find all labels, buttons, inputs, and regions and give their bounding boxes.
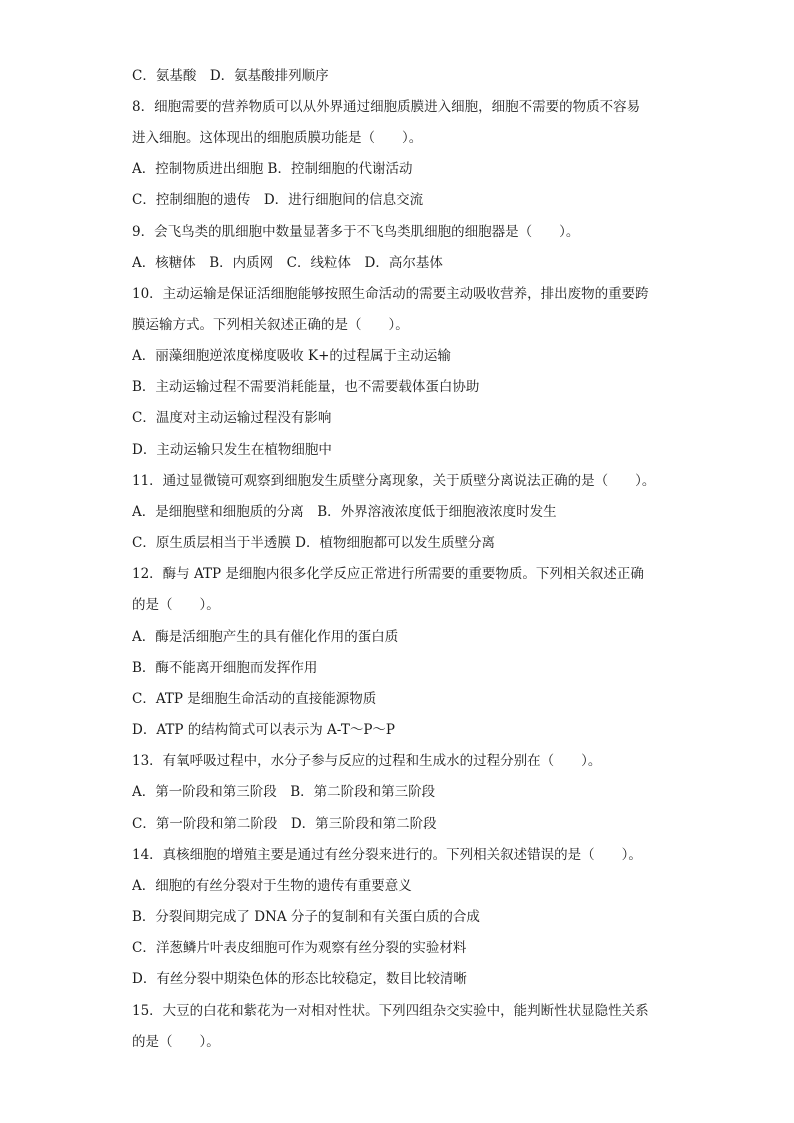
text-line: C．控制细胞的遗传 D．进行细胞间的信息交流 bbox=[132, 192, 424, 208]
text-line: 膜运输方式。下列相关叙述正确的是（ ）。 bbox=[132, 317, 409, 333]
text-line: A．是细胞壁和细胞质的分离 B．外界溶液浓度低于细胞液浓度时发生 bbox=[132, 504, 557, 520]
text-line: A．细胞的有丝分裂对于生物的遗传有重要意义 bbox=[132, 878, 412, 894]
text-line: 10．主动运输是保证活细胞能够按照生命活动的需要主动吸收营养，排出废物的重要跨 bbox=[132, 286, 649, 302]
text-line: A．酶是活细胞产生的具有催化作用的蛋白质 bbox=[132, 629, 399, 645]
text-line: D．ATP 的结构简式可以表示为 A-T～P～P bbox=[132, 722, 396, 738]
text-line: C．第一阶段和第二阶段 D．第三阶段和第二阶段 bbox=[132, 816, 437, 832]
text-line: 15．大豆的白花和紫花为一对相对性状。下列四组杂交实验中，能判断性状显隐性关系 bbox=[132, 1003, 649, 1019]
text-line: D．主动运输只发生在植物细胞中 bbox=[132, 442, 332, 458]
text-line: 14．真核细胞的增殖主要是通过有丝分裂来进行的。下列相关叙述错误的是（ ）。 bbox=[132, 847, 642, 863]
text-line: B．酶不能离开细胞而发挥作用 bbox=[132, 660, 318, 676]
text-line: 进入细胞。这体现出的细胞质膜功能是（ ）。 bbox=[132, 130, 423, 146]
text-line: C．ATP 是细胞生命活动的直接能源物质 bbox=[132, 691, 377, 707]
text-line: C．氨基酸 D．氨基酸排列顺序 bbox=[132, 68, 329, 84]
text-line: 9．会飞鸟类的肌细胞中数量显著多于不飞鸟类肌细胞的细胞器是（ ）。 bbox=[132, 224, 580, 240]
text-line: A．丽藻细胞逆浓度梯度吸收 K+的过程属于主动运输 bbox=[132, 348, 451, 364]
text-line: A．核糖体 B．内质网 C．线粒体 D．高尔基体 bbox=[132, 255, 443, 271]
text-line: 的是（ ）。 bbox=[132, 1034, 220, 1050]
text-line: B．分裂间期完成了 DNA 分子的复制和有关蛋白质的合成 bbox=[132, 909, 480, 925]
text-line: 11．通过显微镜可观察到细胞发生质壁分离现象，关于质壁分离说法正确的是（ ）。 bbox=[132, 473, 656, 489]
text-line: A．控制物质进出细胞 B．控制细胞的代谢活动 bbox=[132, 161, 413, 177]
text-line: C．原生质层相当于半透膜 D．植物细胞都可以发生质壁分离 bbox=[132, 535, 495, 551]
text-line: 的是（ ）。 bbox=[132, 597, 220, 613]
text-line: C．洋葱鳞片叶表皮细胞可作为观察有丝分裂的实验材料 bbox=[132, 940, 467, 956]
text-line: A．第一阶段和第三阶段 B．第二阶段和第三阶段 bbox=[132, 784, 436, 800]
text-line: B．主动运输过程不需要消耗能量，也不需要载体蛋白协助 bbox=[132, 379, 480, 395]
text-line: 8．细胞需要的营养物质可以从外界通过细胞质膜进入细胞，细胞不需要的物质不容易 bbox=[132, 99, 641, 115]
text-line: 12．酶与 ATP 是细胞内很多化学反应正常进行所需要的重要物质。下列相关叙述正确 bbox=[132, 566, 644, 582]
text-line: D．有丝分裂中期染色体的形态比较稳定，数目比较清晰 bbox=[132, 971, 467, 987]
text-line: C．温度对主动运输过程没有影响 bbox=[132, 410, 332, 426]
text-line: 13．有氧呼吸过程中，水分子参与反应的过程和生成水的过程分别在（ ）。 bbox=[132, 753, 602, 769]
